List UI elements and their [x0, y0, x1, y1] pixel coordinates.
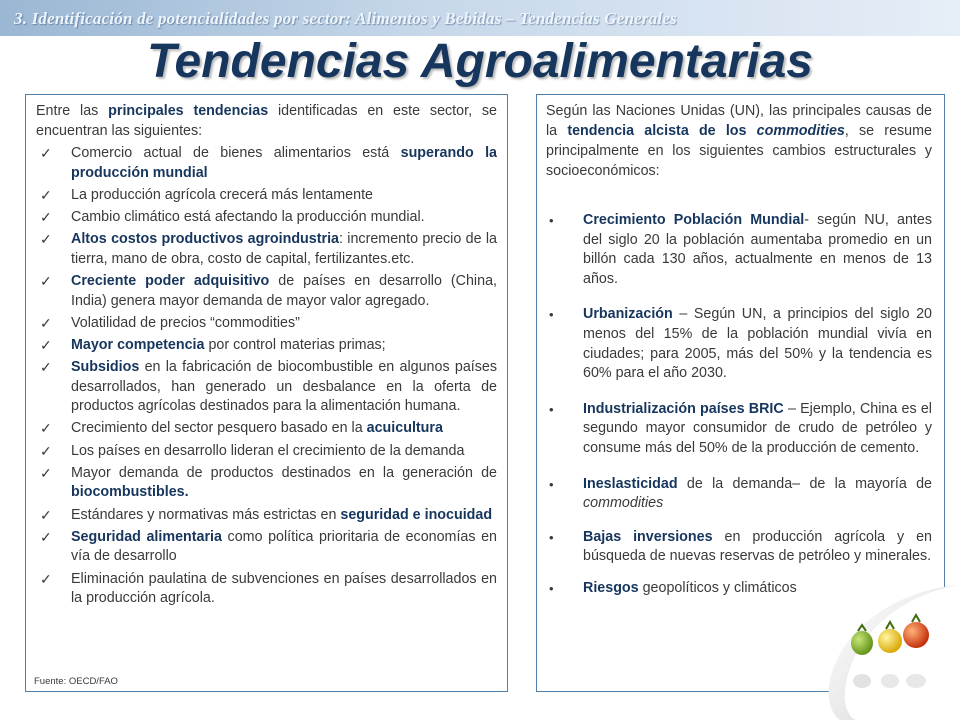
causes-list: [546, 211, 932, 599]
trend-item: [36, 506, 497, 526]
emphasis-text: principales tendencias: [108, 103, 269, 119]
text-run: geopolíticos y climáticos: [638, 579, 797, 596]
text-run: de la demanda– de la mayoría de: [677, 475, 932, 492]
text-run: como política prioritaria de economías en vía de desarrollo: [71, 528, 498, 565]
text-run: Los países en desarrollo lideran el crecimiento de la demanda: [71, 442, 465, 459]
text-run: Entre las: [36, 103, 109, 119]
emphasis-text: Crecimiento Población Mundial: [583, 212, 805, 228]
trends-list: [36, 144, 497, 609]
bullet-icon: •: [549, 401, 554, 417]
trend-item: [36, 272, 497, 311]
trend-item: [36, 570, 497, 609]
check-icon: ✓: [40, 528, 52, 545]
text-run: La producción agrícola crecerá más lentamente: [71, 186, 373, 203]
check-icon: ✓: [40, 442, 52, 459]
cause-item: [546, 475, 932, 514]
emphasis-text: tendencia alcista de los: [567, 123, 757, 139]
text-run: Cambio climático está afectando la producción mundial.: [71, 208, 425, 225]
source-note: Fuente: OECD/FAO: [34, 676, 118, 687]
emphasis-text: Bajas inversiones: [583, 528, 713, 545]
emphasis-text: Altos costos productivos agroindustria: [71, 231, 339, 248]
check-icon: ✓: [40, 208, 52, 225]
check-icon: ✓: [40, 231, 52, 248]
cause-item: [546, 400, 932, 459]
emphasis-text: Subsidios: [71, 359, 140, 376]
trend-item: [36, 358, 497, 417]
trend-item: [36, 144, 497, 183]
trend-item: [36, 464, 497, 503]
trend-item: [36, 208, 497, 228]
cause-item: [546, 528, 932, 567]
text-run: en producción agrícola y en búsqueda de nuevas reservas de petróleo y minerales.: [583, 528, 932, 565]
text-run: Estándares y normativas más estrictas en: [71, 506, 341, 523]
trend-item: [36, 230, 497, 269]
text-run: de países en desarrollo (China, India) genera mayor demanda de mayor valor agregado.: [71, 272, 497, 309]
text-run: identificadas en este sector, se encuentran las siguientes:: [36, 103, 497, 139]
left-panel-trends: [25, 94, 508, 692]
text-run: por control materias primas;: [204, 336, 386, 353]
text-run: Mayor demanda de productos destinados en la generación de: [71, 464, 497, 481]
text-run: commodities: [583, 495, 664, 512]
trend-item: [36, 186, 497, 206]
text-run: , se resume principalmente en los siguientes cambios estructurales y socioeconómicos:: [546, 123, 932, 179]
cause-item: [546, 305, 932, 383]
emphasis-text: commodities: [756, 123, 845, 139]
check-icon: ✓: [40, 359, 52, 376]
check-icon: ✓: [40, 506, 52, 523]
cause-item: [546, 211, 932, 289]
trend-item: [36, 336, 497, 356]
section-title: 3. Identificación de potencialidades por sector: Alimentos y Bebidas – Tendencias Generales: [14, 9, 677, 28]
check-icon: ✓: [40, 186, 52, 203]
text-run: Eliminación paulatina de subvenciones en países desarrollados en la producción agrícola.: [71, 570, 497, 607]
bullet-icon: •: [549, 580, 554, 596]
text-run: – Según UN, a principios del siglo 20 menos del 15% de la población mundial vivía en ciudades; para 2005, más del 50% y la tendencia es 60% para el año 2030.: [583, 306, 932, 382]
emphasis-text: acuicultura: [366, 420, 443, 437]
bullet-icon: •: [549, 213, 554, 228]
text-run: Según las Naciones Unidas (UN), las principales causas de la: [546, 103, 932, 139]
check-icon: ✓: [40, 272, 52, 289]
text-run: : incremento precio de la tierra, mano de obra, costo de capital, fertilizantes.etc.: [71, 231, 497, 267]
trend-item: [36, 419, 497, 439]
check-icon: ✓: [40, 336, 52, 353]
bullet-icon: •: [549, 529, 554, 545]
left-panel-intro: [36, 101, 497, 141]
check-icon: ✓: [40, 420, 52, 437]
text-run: Volatilidad de precios “commodities”: [71, 314, 300, 331]
bullet-icon: •: [549, 476, 554, 492]
text-run: – Ejemplo, China es el segundo mayor consumidor de crudo de petróleo y consume más del 50% de la producción de cemento.: [583, 400, 932, 456]
emphasis-text: superando la producción mundial: [71, 145, 497, 181]
emphasis-text: Seguridad alimentaria: [71, 528, 222, 545]
emphasis-text: Riesgos: [583, 579, 639, 596]
page-title: Tendencias Agroalimentarias: [147, 35, 813, 88]
check-icon: ✓: [40, 570, 52, 587]
emphasis-text: Ineslasticidad: [583, 475, 678, 492]
check-icon: ✓: [40, 314, 52, 331]
trend-item: [36, 314, 497, 334]
trend-item: [36, 442, 497, 462]
bullet-icon: •: [549, 307, 554, 323]
check-icon: ✓: [40, 145, 52, 161]
text-run: - según NU, antes del siglo 20 la población aumentaba promedio en un billón cada 130 años, actualmente en menos de 13 años.: [583, 212, 933, 287]
emphasis-text: Creciente poder adquisitivo: [71, 272, 270, 289]
text-run: Comercio actual de bienes alimentarios está: [71, 145, 401, 161]
tomatoes-decoration: [812, 585, 960, 720]
text-run: en la fabricación de biocombustible en algunos países desarrollados, han generado un desbalance en la oferta de productos agrícolas destinados para la alimentación humana.: [71, 359, 497, 415]
emphasis-text: Industrialización países BRIC: [583, 400, 784, 417]
text-run: Crecimiento del sector pesquero basado en la: [71, 420, 367, 437]
emphasis-text: Urbanización: [583, 306, 673, 323]
emphasis-text: seguridad e inocuidad: [340, 506, 493, 523]
emphasis-text: Mayor competencia: [71, 336, 205, 353]
check-icon: ✓: [40, 464, 52, 481]
right-panel-intro: [546, 101, 932, 181]
emphasis-text: biocombustibles.: [71, 484, 189, 501]
trend-item: [36, 528, 497, 567]
